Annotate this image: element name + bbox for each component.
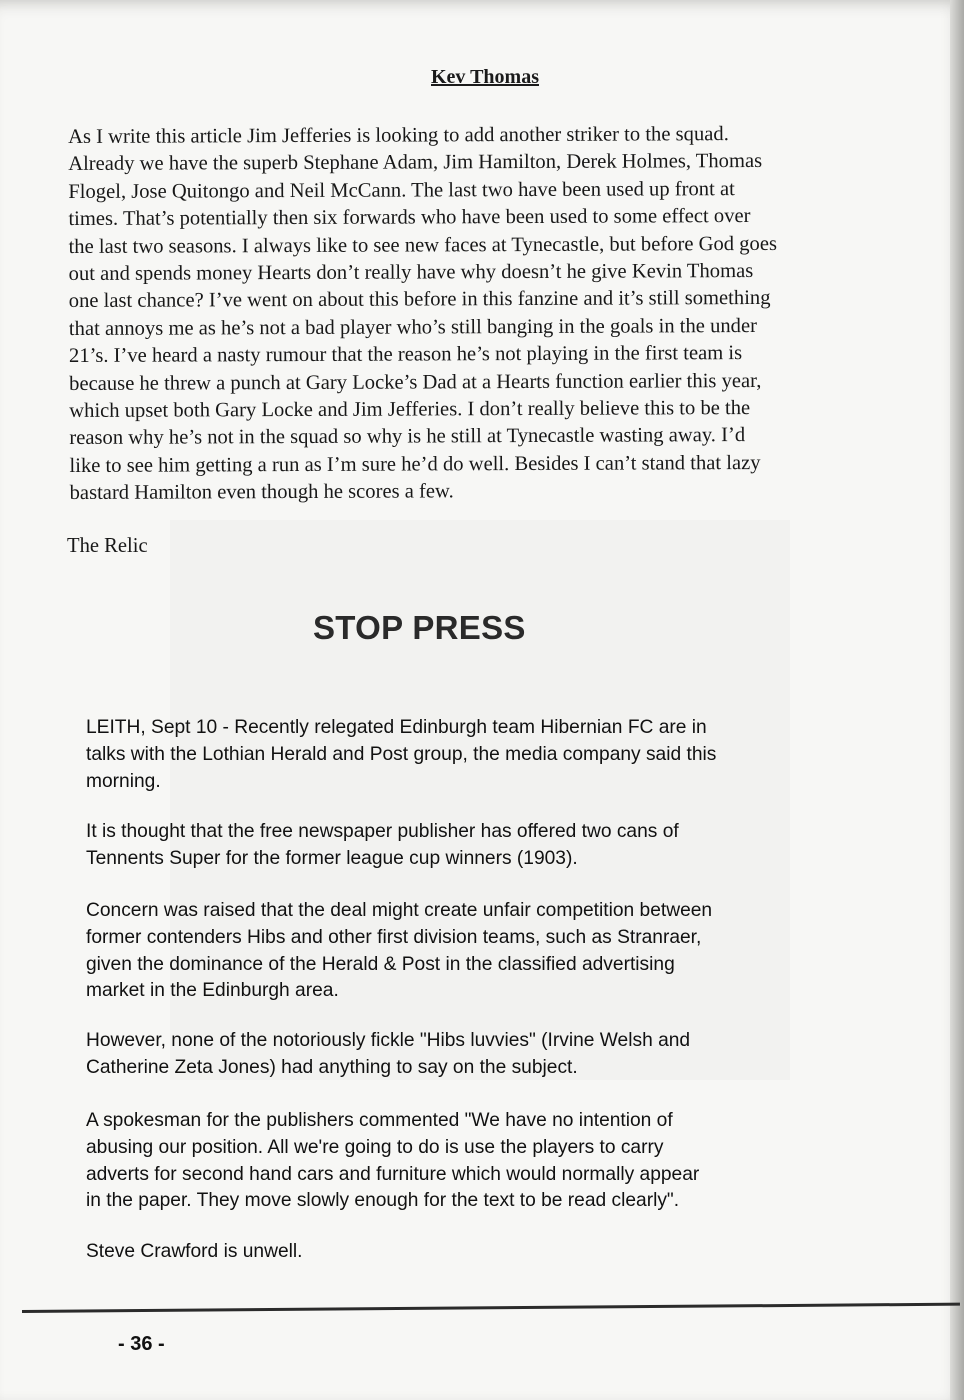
paragraph-line: adverts for second hand cars and furniture which would normally appear (86, 1163, 700, 1185)
stop-press-paragraph (86, 819, 840, 873)
paragraph-line: Concern was raised that the deal might create unfair competition between (86, 900, 713, 921)
stop-press-paragraph (86, 1028, 840, 1082)
page-edge (950, 0, 964, 1400)
stop-press-paragraph (86, 715, 840, 795)
paragraph-line: market in the Edinburgh area. (86, 980, 339, 1002)
paragraph-line: A spokesman for the publishers commented "We have no intention of (86, 1110, 673, 1131)
paragraph-line: Steve Crawford is unwell. (86, 1241, 303, 1262)
article-line: As I write this article Jim Jefferies is looking to add another striker to the squad. (68, 123, 729, 148)
article-line: out and spends money Hearts don’t really have why doesn’t he give Kevin Thomas (68, 260, 754, 286)
article-heading: Kev Thomas (431, 66, 539, 88)
article-line: which upset both Gary Locke and Jim Jefferies. I don’t really believe this to be the (69, 397, 751, 423)
stop-press-paragraph (86, 1239, 840, 1266)
article-line: Already we have the superb Stephane Adam, Jim Hamilton, Derek Holmes, Thomas (68, 150, 763, 176)
stop-press-paragraph (86, 1108, 840, 1215)
article-line: times. That’s potentially then six forwards who have been used to some effect over (68, 205, 751, 231)
article-line: bastard Hamilton even though he scores a few. (69, 480, 454, 505)
article-line: reason why he’s not in the squad so why is he still at Tynecastle wasting away. I’d (69, 424, 746, 450)
paragraph-line: talks with the Lothian Herald and Post group, the media company said this (86, 743, 717, 765)
paragraph-line: former contenders Hibs and other first division teams, such as Stranraer, (86, 926, 702, 948)
paragraph-line: in the paper. They move slowly enough for the text to be read clearly". (86, 1190, 680, 1212)
article-line: the last two seasons. I always like to see new faces at Tynecastle, but before God goes (68, 232, 778, 258)
paragraph-line: Catherine Zeta Jones) had anything to say on the subject. (86, 1056, 578, 1078)
paragraph-line: However, none of the notoriously fickle "Hibs luvvies" (Irvine Welsh and (86, 1030, 691, 1051)
page-number: - 36 - (118, 1333, 165, 1355)
stop-press-paragraph (86, 898, 840, 1005)
article-line: one last chance? I’ve went on about this before in this fanzine and it’s still something (68, 287, 771, 313)
paragraph-line: morning. (86, 770, 161, 792)
article-signature: The Relic (67, 535, 148, 557)
paragraph-line: abusing our position. All we're going to do is use the players to carry (86, 1136, 664, 1158)
article-line: that annoys me as he’s not a bad player who’s still banging in the goals in the under (68, 314, 757, 340)
article-line: like to see him getting a run as I’m sure he’d do well. Besides I can’t stand that lazy (69, 451, 761, 477)
footer-rule (22, 1303, 960, 1313)
paragraph-line: LEITH, Sept 10 - Recently relegated Edinburgh team Hibernian FC are in (86, 717, 707, 738)
paragraph-line: It is thought that the free newspaper publisher has offered two cans of (86, 821, 679, 842)
paragraph-line: given the dominance of the Herald & Post in the classified advertising (86, 953, 675, 975)
article-line: Flogel, Jose Quitongo and Neil McCann. The last two have been used up front at (68, 177, 735, 203)
article-body (68, 120, 896, 507)
paragraph-line: Tennents Super for the former league cup winners (1903). (86, 847, 578, 869)
article-line: 21’s. I’ve heard a nasty rumour that the reason he’s not playing in the first team is (68, 342, 743, 368)
stop-press-title: STOP PRESS (313, 609, 526, 646)
article-line: because he threw a punch at Gary Locke’s Dad at a Hearts function earlier this year, (69, 369, 762, 395)
